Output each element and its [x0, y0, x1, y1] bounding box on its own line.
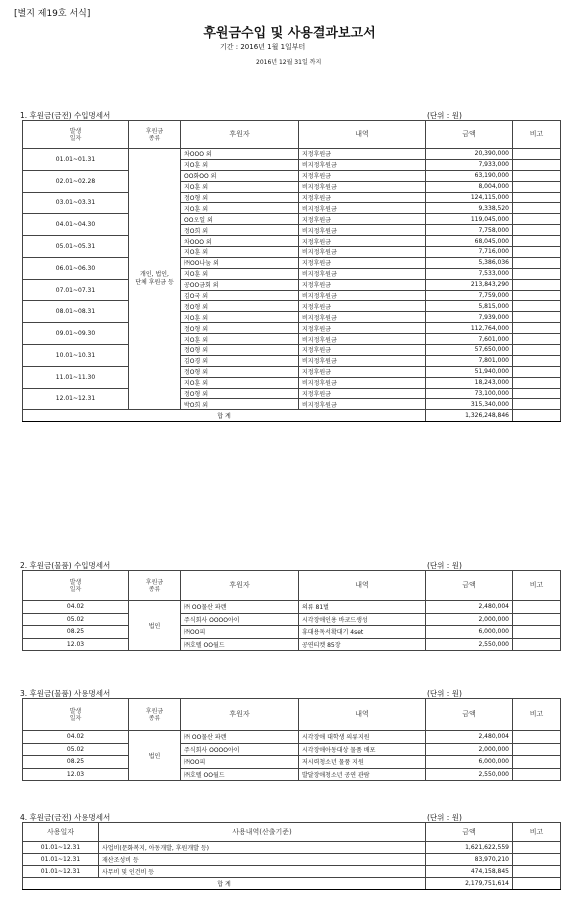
amount-cell: 7,759,000: [426, 290, 513, 301]
note-cell: [513, 345, 561, 356]
note-cell: [513, 236, 561, 247]
donor-cell: 지O훈 외: [181, 203, 299, 214]
amount-cell: 2,000,000: [426, 613, 513, 626]
section1-title: 1. 후원금(금전) 수입명세서: [20, 111, 111, 120]
desc-cell: 발달장애청소년 공연 관람: [299, 768, 426, 781]
donor-cell: 지O훈 외: [181, 159, 299, 170]
donor-cell: 정O형 외: [181, 388, 299, 399]
desc-cell: 비지정후원금: [299, 203, 426, 214]
col-amount-header: 금액: [426, 121, 513, 149]
note-cell: [513, 878, 561, 890]
usage-goods-table: [22, 698, 561, 781]
section4-unit: (단위 : 원): [427, 813, 462, 822]
table-row: [23, 731, 561, 744]
total-row: [23, 410, 561, 422]
note-cell: [513, 181, 561, 192]
total-label: 합 계: [23, 410, 426, 422]
desc-cell: 지정후원금: [299, 214, 426, 225]
amount-cell: 112,764,000: [426, 323, 513, 334]
period-date-cell: 03.01~03.31: [23, 192, 129, 214]
note-cell: [513, 756, 561, 769]
desc-cell: 지정후원금: [299, 149, 426, 160]
donor-cell: 지O훈 외: [181, 268, 299, 279]
col-note-header: 비고: [513, 699, 561, 731]
note-cell: [513, 613, 561, 626]
col-desc-header: 내역: [299, 121, 426, 149]
amount-cell: 2,550,000: [426, 638, 513, 651]
col-note-header: 비고: [513, 823, 561, 842]
amount-cell: 20,390,000: [426, 149, 513, 160]
donor-cell: ㈜ OO물산 파랜: [181, 731, 299, 744]
col-usedate-header: 사용일자: [23, 823, 99, 842]
desc-cell: 지정후원금: [299, 170, 426, 181]
usage-cash-table: [22, 822, 561, 890]
desc-cell: 비지정후원금: [299, 247, 426, 258]
date-cell: 08.25: [23, 756, 129, 769]
desc-cell: 시각장애아동대상 물품 배포: [299, 743, 426, 756]
section2-title: 2. 후원금(물품) 수입명세서: [20, 561, 111, 570]
note-cell: [513, 149, 561, 160]
donor-cell: ㈜OO피: [181, 756, 299, 769]
table-row: [23, 842, 561, 854]
amount-cell: 68,045,000: [426, 236, 513, 247]
desc-cell: 비지정후원금: [299, 225, 426, 236]
col-usedesc-header: 사용내역(산출기준): [99, 823, 426, 842]
col-amount-header: 금액: [426, 699, 513, 731]
donor-cell: ㈜호텔 OO월드: [181, 768, 299, 781]
col-donor-header: 후원자: [181, 571, 299, 601]
period-to: 2016년 12월 31일 까지: [256, 59, 322, 66]
col-note-header: 비고: [513, 121, 561, 149]
donation-type-cell: 법인: [129, 601, 181, 651]
amount-cell: 5,386,036: [426, 257, 513, 268]
table-row: [23, 756, 561, 769]
note-cell: [513, 192, 561, 203]
note-cell: [513, 743, 561, 756]
col-date-header: 발생 일자: [23, 571, 129, 601]
date-cell: 12.03: [23, 768, 129, 781]
table-row: [23, 613, 561, 626]
note-cell: [513, 866, 561, 878]
amount-cell: 2,550,000: [426, 768, 513, 781]
note-cell: [513, 247, 561, 258]
desc-cell: 비지정후원금: [299, 268, 426, 279]
table-row: [23, 366, 561, 377]
table-row: [23, 323, 561, 334]
note-cell: [513, 323, 561, 334]
amount-cell: 7,939,000: [426, 312, 513, 323]
note-cell: [513, 410, 561, 422]
donor-cell: 지O훈 외: [181, 181, 299, 192]
donor-cell: ㈜OO피: [181, 626, 299, 639]
donor-cell: 주식회사 OOOO아이: [181, 613, 299, 626]
note-cell: [513, 334, 561, 345]
amount-cell: 474,158,845: [426, 866, 513, 878]
donor-cell: 정O형 외: [181, 301, 299, 312]
donation-type-cell: 개인, 법인, 단체 후원금 등: [129, 149, 181, 410]
amount-cell: 18,243,000: [426, 377, 513, 388]
table-row: [23, 638, 561, 651]
note-cell: [513, 279, 561, 290]
amount-cell: 63,190,000: [426, 170, 513, 181]
note-cell: [513, 366, 561, 377]
desc-cell: 의류 81벌: [299, 601, 426, 614]
table-row: [23, 388, 561, 399]
note-cell: [513, 731, 561, 744]
period-from: 기간 : 2016년 1월 1일부터: [220, 43, 306, 51]
donor-cell: OO화OO 외: [181, 170, 299, 181]
section4-title: 4. 후원금(금전) 사용명세서: [20, 813, 111, 822]
col-type-header: 후원금 종류: [129, 571, 181, 601]
desc-cell: 휴대용독서확대기 4set: [299, 626, 426, 639]
desc-cell: 지정후원금: [299, 279, 426, 290]
date-cell: 01.01~12.31: [23, 842, 99, 854]
desc-cell: 시각장애 대학생 의류지원: [299, 731, 426, 744]
donor-cell: ㈜ OO물산 파랜: [181, 601, 299, 614]
note-cell: [513, 854, 561, 866]
period-date-cell: 12.01~12.31: [23, 388, 129, 410]
period-date-cell: 02.01~02.28: [23, 170, 129, 192]
form-number: [별지 제19호 서식]: [14, 9, 91, 19]
amount-cell: 213,843,290: [426, 279, 513, 290]
donor-cell: 정O형 외: [181, 323, 299, 334]
period-date-cell: 11.01~11.30: [23, 366, 129, 388]
col-donor-header: 후원자: [181, 699, 299, 731]
amount-cell: 2,480,004: [426, 731, 513, 744]
period-date-cell: 01.01~01.31: [23, 149, 129, 171]
usage-desc-cell: 사업비(문화복지, 아동개발, 후원개발 등): [99, 842, 426, 854]
date-cell: 01.01~12.31: [23, 854, 99, 866]
amount-cell: 2,000,000: [426, 743, 513, 756]
note-cell: [513, 388, 561, 399]
period-date-cell: 05.01~05.31: [23, 236, 129, 258]
table-row: [23, 301, 561, 312]
total-amount: 2,179,751,614: [426, 878, 513, 890]
col-note-header: 비고: [513, 571, 561, 601]
desc-cell: 지정후원금: [299, 236, 426, 247]
donor-cell: 지O훈 외: [181, 334, 299, 345]
donor-cell: 정O형 외: [181, 366, 299, 377]
amount-cell: 2,480,004: [426, 601, 513, 614]
amount-cell: 57,650,000: [426, 345, 513, 356]
donor-cell: ㈜호텔 OO월드: [181, 638, 299, 651]
date-cell: 04.02: [23, 601, 129, 614]
desc-cell: 비지정후원금: [299, 399, 426, 410]
total-row: [23, 878, 561, 890]
date-cell: 05.02: [23, 743, 129, 756]
date-cell: 08.25: [23, 626, 129, 639]
amount-cell: 73,100,000: [426, 388, 513, 399]
table-row: [23, 192, 561, 203]
note-cell: [513, 203, 561, 214]
desc-cell: 비지정후원금: [299, 181, 426, 192]
note-cell: [513, 842, 561, 854]
note-cell: [513, 601, 561, 614]
period-date-cell: 06.01~06.30: [23, 257, 129, 279]
date-cell: 01.01~12.31: [23, 866, 99, 878]
desc-cell: 비지정후원금: [299, 377, 426, 388]
section1-unit: (단위 : 원): [427, 111, 462, 120]
desc-cell: 비지정후원금: [299, 334, 426, 345]
income-cash-table: [22, 120, 561, 422]
date-cell: 04.02: [23, 731, 129, 744]
col-donor-header: 후원자: [181, 121, 299, 149]
col-date-header: 발생 일자: [23, 121, 129, 149]
amount-cell: 1,621,622,559: [426, 842, 513, 854]
amount-cell: 7,758,000: [426, 225, 513, 236]
table-row: [23, 866, 561, 878]
note-cell: [513, 377, 561, 388]
amount-cell: 83,970,210: [426, 854, 513, 866]
amount-cell: 7,933,000: [426, 159, 513, 170]
desc-cell: 비지정후원금: [299, 355, 426, 366]
period-date-cell: 09.01~09.30: [23, 323, 129, 345]
desc-cell: 공연티켓 85장: [299, 638, 426, 651]
amount-cell: 119,045,000: [426, 214, 513, 225]
note-cell: [513, 159, 561, 170]
date-cell: 05.02: [23, 613, 129, 626]
amount-cell: 9,338,520: [426, 203, 513, 214]
donor-cell: 주식회사 OOOO아이: [181, 743, 299, 756]
period-date-cell: 04.01~04.30: [23, 214, 129, 236]
donor-cell: 박O희 외: [181, 399, 299, 410]
report-title: 후원금수입 및 사용결과보고서: [203, 26, 376, 41]
amount-cell: 7,533,000: [426, 268, 513, 279]
desc-cell: 지정후원금: [299, 366, 426, 377]
desc-cell: 지정후원금: [299, 257, 426, 268]
col-type-header: 후원금 종류: [129, 699, 181, 731]
donor-cell: 지O훈 외: [181, 247, 299, 258]
donor-cell: 정O희 외: [181, 225, 299, 236]
col-type-header: 후원금 종류: [129, 121, 181, 149]
donor-cell: ㈜OO나눔 외: [181, 257, 299, 268]
total-amount: 1,326,248,846: [426, 410, 513, 422]
donor-cell: 공OO금회 외: [181, 279, 299, 290]
table-row: [23, 149, 561, 160]
note-cell: [513, 301, 561, 312]
donor-cell: 차OOO 외: [181, 236, 299, 247]
amount-cell: 7,601,000: [426, 334, 513, 345]
note-cell: [513, 170, 561, 181]
donor-cell: 김O국 외: [181, 290, 299, 301]
table-row: [23, 279, 561, 290]
note-cell: [513, 268, 561, 279]
col-desc-header: 내역: [299, 571, 426, 601]
note-cell: [513, 399, 561, 410]
period-date-cell: 08.01~08.31: [23, 301, 129, 323]
donor-cell: 차OOO 외: [181, 149, 299, 160]
section3-title: 3. 후원금(물품) 사용명세서: [20, 689, 111, 698]
usage-desc-cell: 사무비 및 인건비 등: [99, 866, 426, 878]
donor-cell: 정O형 외: [181, 192, 299, 203]
period-date-cell: 07.01~07.31: [23, 279, 129, 301]
donor-cell: 지O훈 외: [181, 312, 299, 323]
amount-cell: 124,115,000: [426, 192, 513, 203]
note-cell: [513, 768, 561, 781]
desc-cell: 비지정후원금: [299, 159, 426, 170]
note-cell: [513, 638, 561, 651]
amount-cell: 6,000,000: [426, 626, 513, 639]
amount-cell: 5,815,000: [426, 301, 513, 312]
total-label: 합 계: [23, 878, 426, 890]
desc-cell: 지정후원금: [299, 323, 426, 334]
section2-unit: (단위 : 원): [427, 561, 462, 570]
donor-cell: 김O경 외: [181, 355, 299, 366]
note-cell: [513, 626, 561, 639]
table-row: [23, 626, 561, 639]
amount-cell: 51,940,000: [426, 366, 513, 377]
desc-cell: 저시력청소년 물품 지원: [299, 756, 426, 769]
income-goods-table: [22, 570, 561, 651]
note-cell: [513, 312, 561, 323]
table-row: [23, 743, 561, 756]
note-cell: [513, 257, 561, 268]
donor-cell: 정O형 외: [181, 345, 299, 356]
amount-cell: 6,000,000: [426, 756, 513, 769]
table-row: [23, 214, 561, 225]
table-row: [23, 601, 561, 614]
amount-cell: 8,004,000: [426, 181, 513, 192]
desc-cell: 지정후원금: [299, 301, 426, 312]
table-row: [23, 854, 561, 866]
table-row: [23, 170, 561, 181]
col-date-header: 발생 일자: [23, 699, 129, 731]
note-cell: [513, 355, 561, 366]
desc-cell: 비지정후원금: [299, 312, 426, 323]
donor-cell: OO오일 외: [181, 214, 299, 225]
amount-cell: 315,340,000: [426, 399, 513, 410]
col-amount-header: 금액: [426, 571, 513, 601]
table-row: [23, 768, 561, 781]
table-row: [23, 236, 561, 247]
note-cell: [513, 214, 561, 225]
donation-type-cell: 법인: [129, 731, 181, 781]
desc-cell: 비지정후원금: [299, 290, 426, 301]
desc-cell: 지정후원금: [299, 345, 426, 356]
section3-unit: (단위 : 원): [427, 689, 462, 698]
col-amount-header: 금액: [426, 823, 513, 842]
col-desc-header: 내역: [299, 699, 426, 731]
date-cell: 12.03: [23, 638, 129, 651]
desc-cell: 지정후원금: [299, 192, 426, 203]
donor-cell: 지O훈 외: [181, 377, 299, 388]
amount-cell: 7,801,000: [426, 355, 513, 366]
note-cell: [513, 225, 561, 236]
note-cell: [513, 290, 561, 301]
amount-cell: 7,716,000: [426, 247, 513, 258]
table-row: [23, 345, 561, 356]
desc-cell: 시각장애인용 바코드생성: [299, 613, 426, 626]
table-row: [23, 257, 561, 268]
desc-cell: 지정후원금: [299, 388, 426, 399]
usage-desc-cell: 재산조성비 등: [99, 854, 426, 866]
period-date-cell: 10.01~10.31: [23, 345, 129, 367]
